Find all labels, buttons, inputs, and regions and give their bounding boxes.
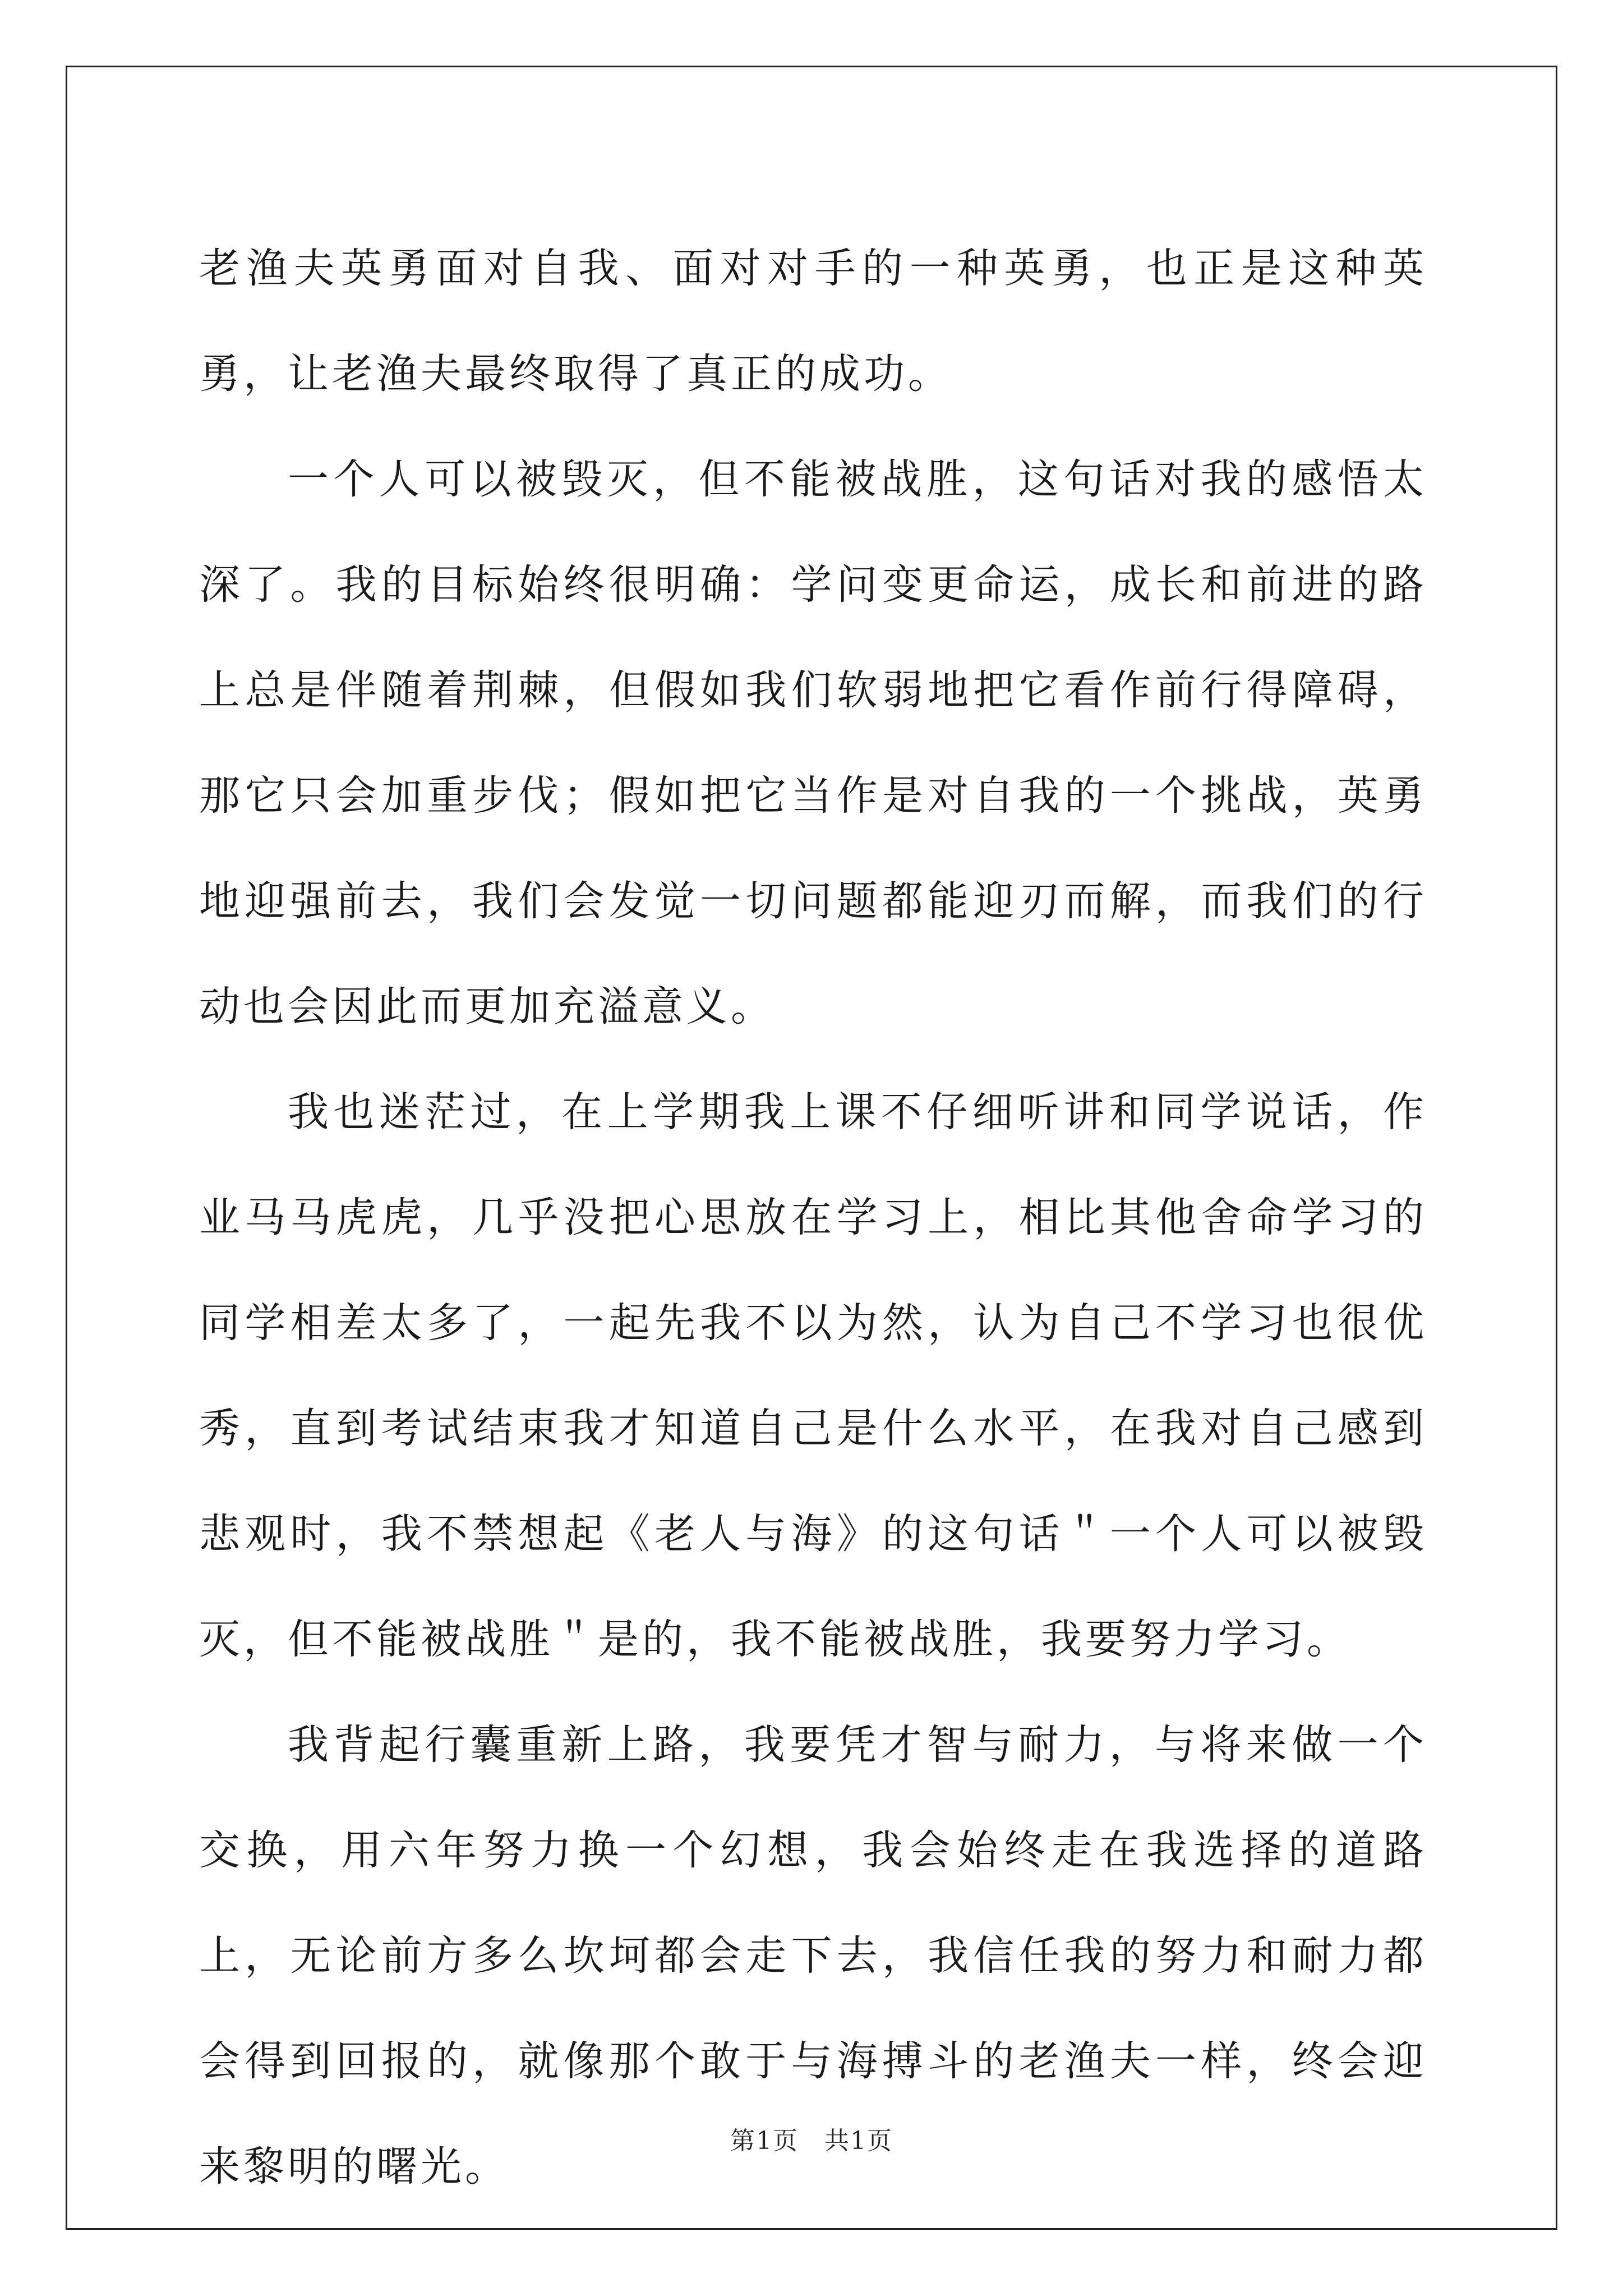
paragraph-2: 一个人可以被毁灭，但不能被战胜，这句话对我的感悟太深了。我的目标始终很明确：学问变更命运，成长和前进的路上总是伴随着荆棘，但假如我们软弱地把它看作前行得障碍，那它只会加重步伐；假如把它当作是对自我的一个挑战，英勇地迎强前去，我们会发觉一切问题都能迎刃而解，而我们的行动也会因此而更加充溢意义。 [199, 455, 1427, 1030]
paragraph-4: 我背起行囊重新上路，我要凭才智与耐力，与将来做一个交换，用六年努力换一个幻想，我会始终走在我选择的道路上，无论前方多么坎坷都会走下去，我信任我的努力和耐力都会得到回报的，就像那个敢于与海搏斗的老渔夫一样，终会迎来黎明的曙光。 [199, 1721, 1427, 2191]
paragraph-1: 老渔夫英勇面对自我、面对对手的一种英勇，也正是这种英勇，让老渔夫最终取得了真正的成功。 [199, 245, 1427, 398]
paragraph-3: 我也迷茫过，在上学期我上课不仔细听讲和同学说话，作业马马虎虎，几乎没把心思放在学习上，相比其他舍命学习的同学相差太多了，一起先我不以为然，认为自己不学习也很优秀，直到考试结束我才知道自己是什么水平，在我对自己感到悲观时，我不禁想起《老人与海》的这句话＂一个人可以被毁灭，但不能被战胜＂是的，我不能被战胜，我要努力学习。 [199, 1088, 1427, 1663]
page-number-footer: 第1页 共1页 [730, 2127, 893, 2155]
document-body [199, 216, 1427, 2220]
